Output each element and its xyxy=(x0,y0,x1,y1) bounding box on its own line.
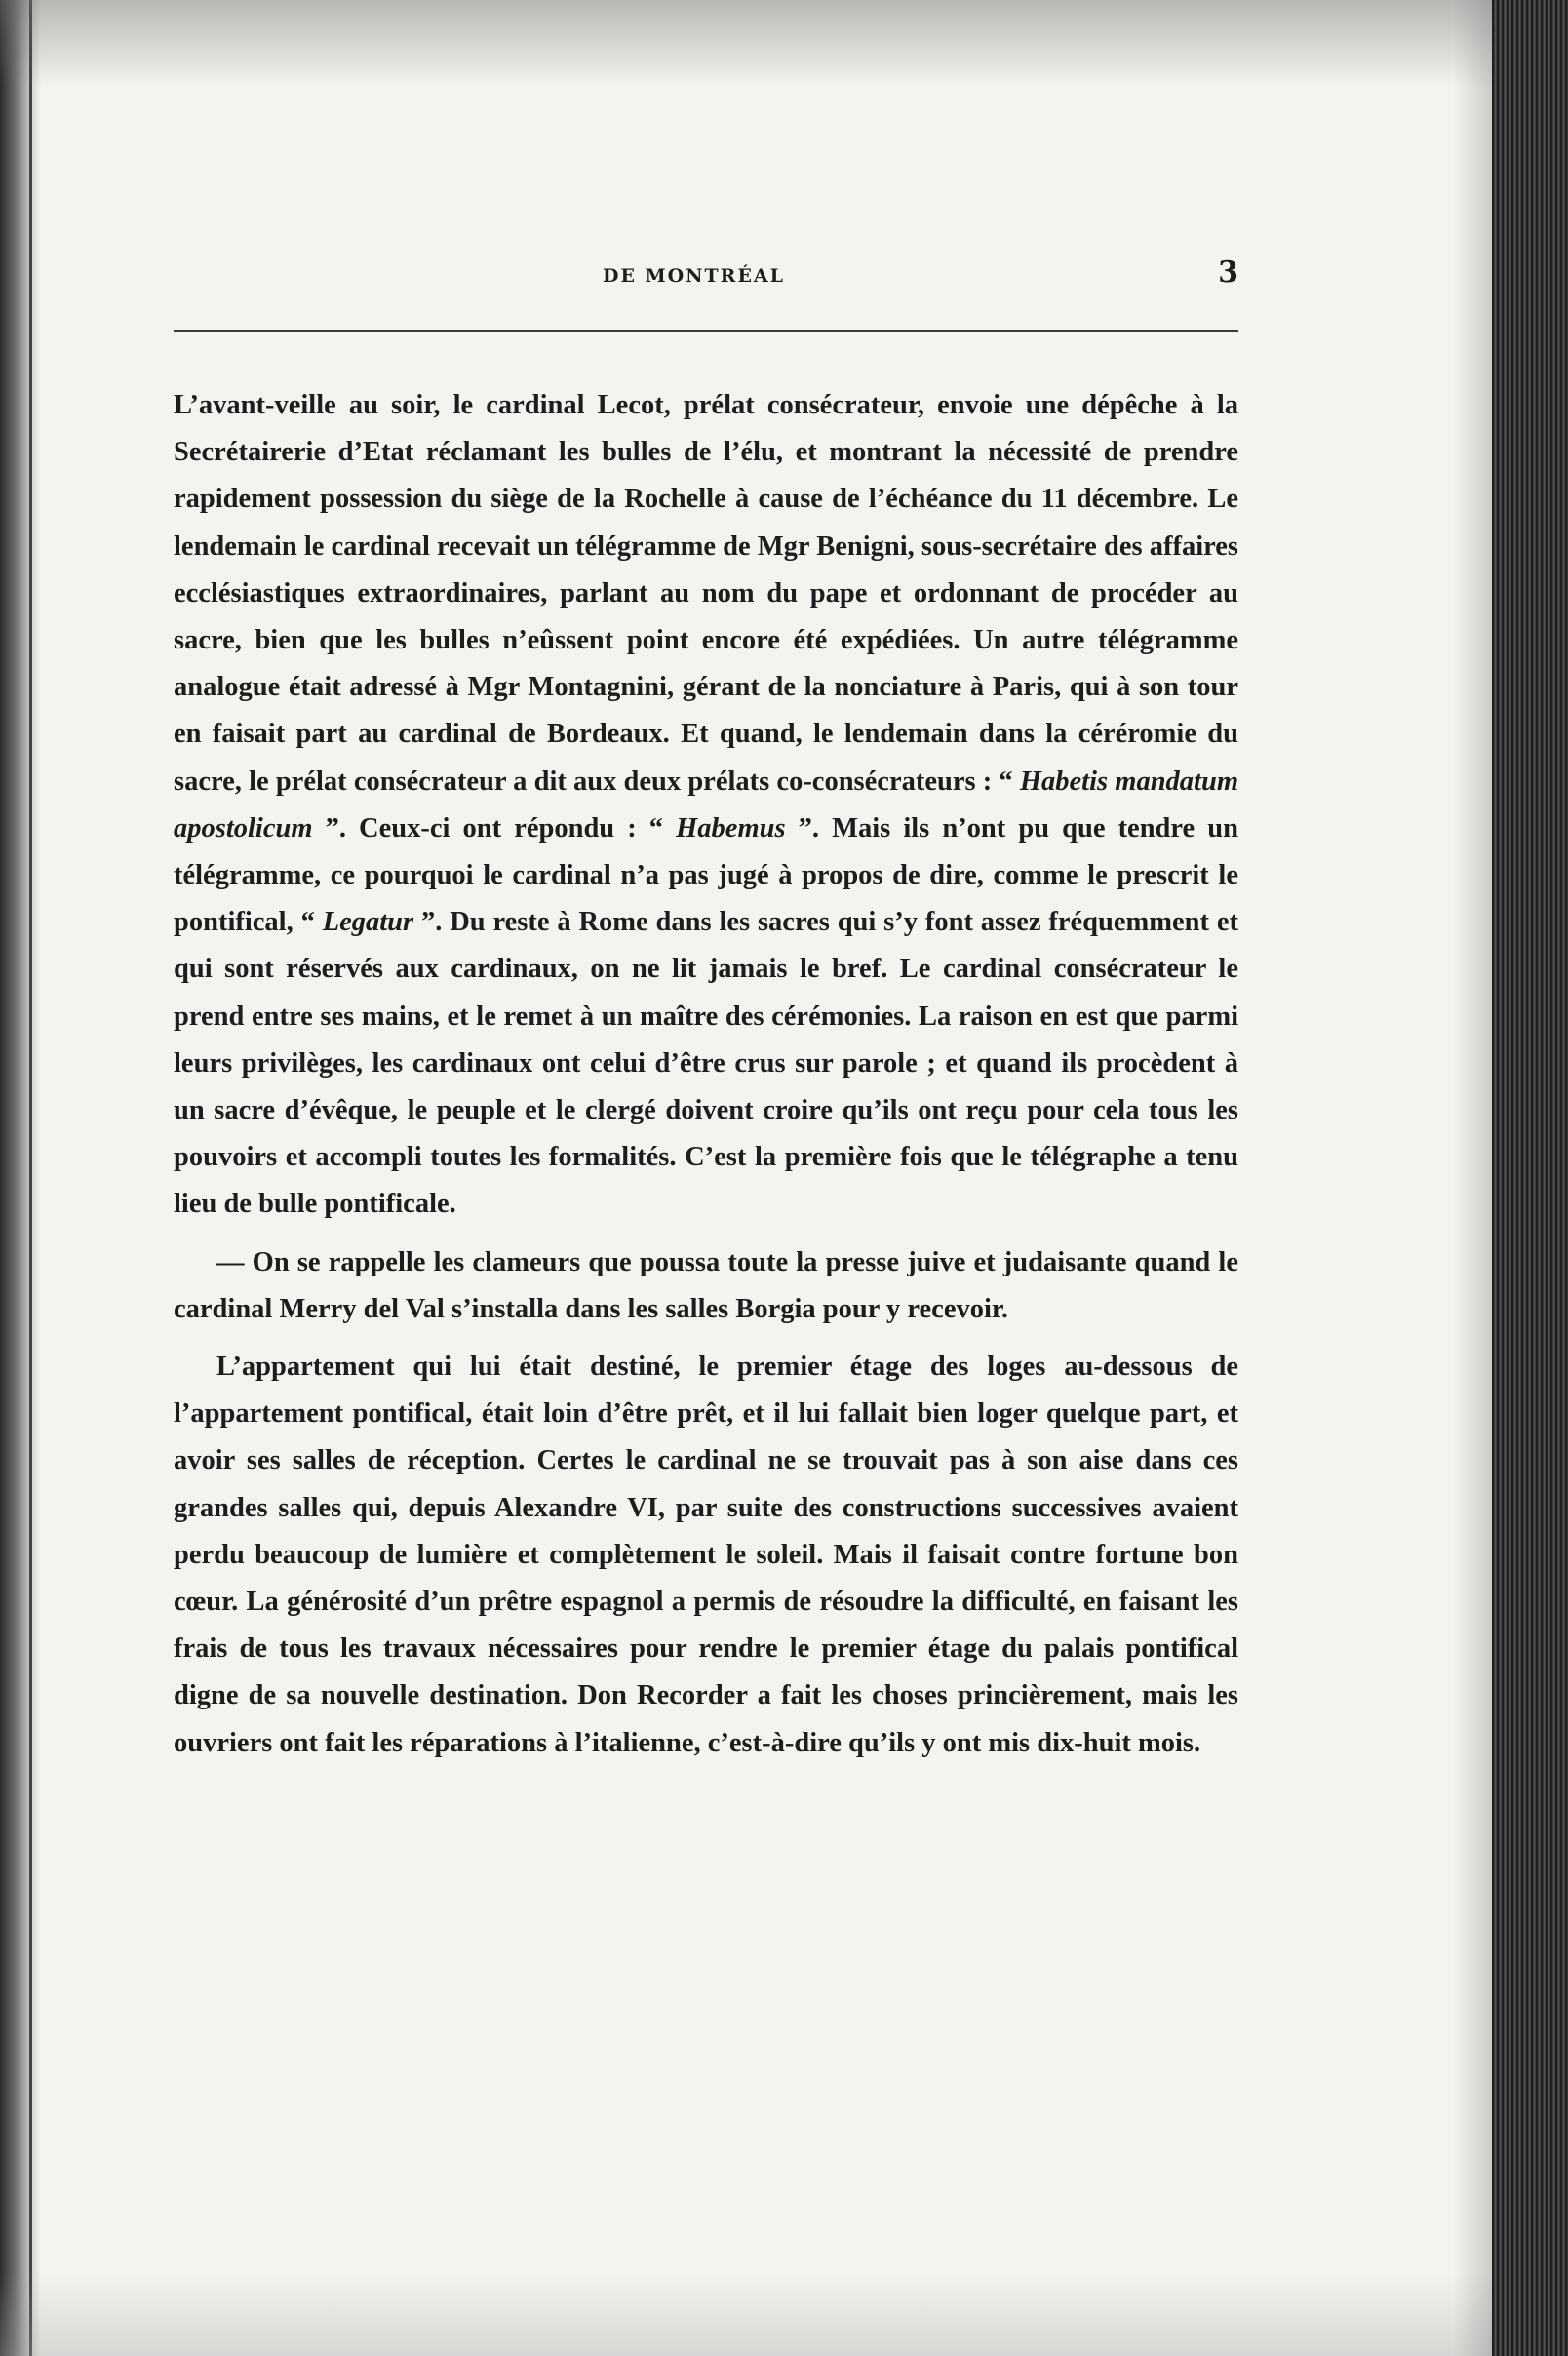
latin-quote-habetis: Habetis mandatum apostolicum xyxy=(174,766,1238,844)
page-edge-shadow xyxy=(1453,0,1494,2356)
binding-line xyxy=(29,0,32,2356)
scan-top-shadow xyxy=(0,0,1492,88)
text-segment: L’avant-veille au soir, le cardinal Lecot, prélat consécrateur, envoie une dépêche à la Secrétairerie d’Etat réclamant les bulles de l’élu, et montrant la nécessité de prendre rapidement possession du siège de la Rochelle à cause de l’échéance du 11 décembre. Le lendemain le cardinal recevait un télégramme de Mgr Benigni, sous-secrétaire des affaires ecclésiastiques extraordinaires, parlant au nom du pape et ordonnant de procéder au sacre, bien que les bulles n’eûssent point encore été expédiées. Un autre télégramme analogue était adressé à Mgr Montagnini, gérant de la nonciature à Paris, qui à son tour en faisait part au cardinal de Bordeaux. Et quand, le lendemain dans la céréromie du sacre, le prélat consécrateur a dit aux deux prélats co-consécrateurs : “ xyxy=(174,390,1238,797)
scan-bottom-shadow xyxy=(0,2272,1492,2356)
text-segment: ”. Mais ils n’ont pu que tendre un télégramme, ce pourquoi le cardinal n’a pas jugé à propos de dire, comme le prescrit le pontifical, “ xyxy=(174,812,1238,938)
text-segment: ”. Ceux-ci ont répondu : “ xyxy=(312,812,677,844)
body-text xyxy=(174,382,1238,1767)
paragraph-borgia: — On se rappelle les clameurs que poussa toute la presse juive et judaisante quand le cardinal Merry del Val s’installa dans les salles Borgia pour y recevoir. xyxy=(174,1246,1238,1324)
running-head xyxy=(174,255,1238,294)
book-gutter xyxy=(0,0,41,2356)
paragraph-telegram xyxy=(174,382,1238,1229)
paragraph-appartement: L’appartement qui lui était destiné, le premier étage des loges au-dessous de l’appartement pontifical, était loin d’être prêt, et il lui fallait bien loger quelque part, et avoir ses salles de réception. Certes le cardinal ne se trouvait pas à son aise dans ces grandes salles qui, depuis Alexandre VI, par suite des constructions successives avaient perdu beaucoup de lumière et complètement le soleil. Mais il faisait contre fortune bon cœur. La générosité d’un prêtre espagnol a permis de résoudre la difficulté, en faisant les frais de tous les travaux nécessaires pour rendre le premier étage du palais pontifical digne de sa nouvelle destination. Don Recorder a fait les choses princièrement, mais les ouvriers ont fait les réparations à l’italienne, c’est-à-dire qu’ils y ont mis dix-huit mois. xyxy=(174,1352,1238,1758)
header-rule xyxy=(174,330,1238,332)
running-head-title: DE MONTRÉAL xyxy=(603,265,786,287)
text-segment: ”. Du reste à Rome dans les sacres qui s’y font assez fréquemment et qui sont réservés aux cardinaux, on ne lit jamais le bref. Le cardinal consécrateur le prend entre ses mains, et le remet à un maître des cérémonies. La raison en est que parmi leurs privilèges, les cardinaux ont celui d’être crus sur parole ; et quand ils procèdent à un sacre d’évêque, le peuple et le clergé doivent croire qu’ils ont reçu pour cela tous les pouvoirs et accompli toutes les formalités. C’est la première fois que le télégraphe a tenu lieu de bulle pontificale. xyxy=(174,907,1238,1220)
page-number: 3 xyxy=(1218,255,1238,290)
latin-quote-habemus: Habemus xyxy=(676,812,786,844)
latin-quote-legatur: Legatur xyxy=(322,907,414,938)
book-page-edges xyxy=(1492,0,1568,2356)
